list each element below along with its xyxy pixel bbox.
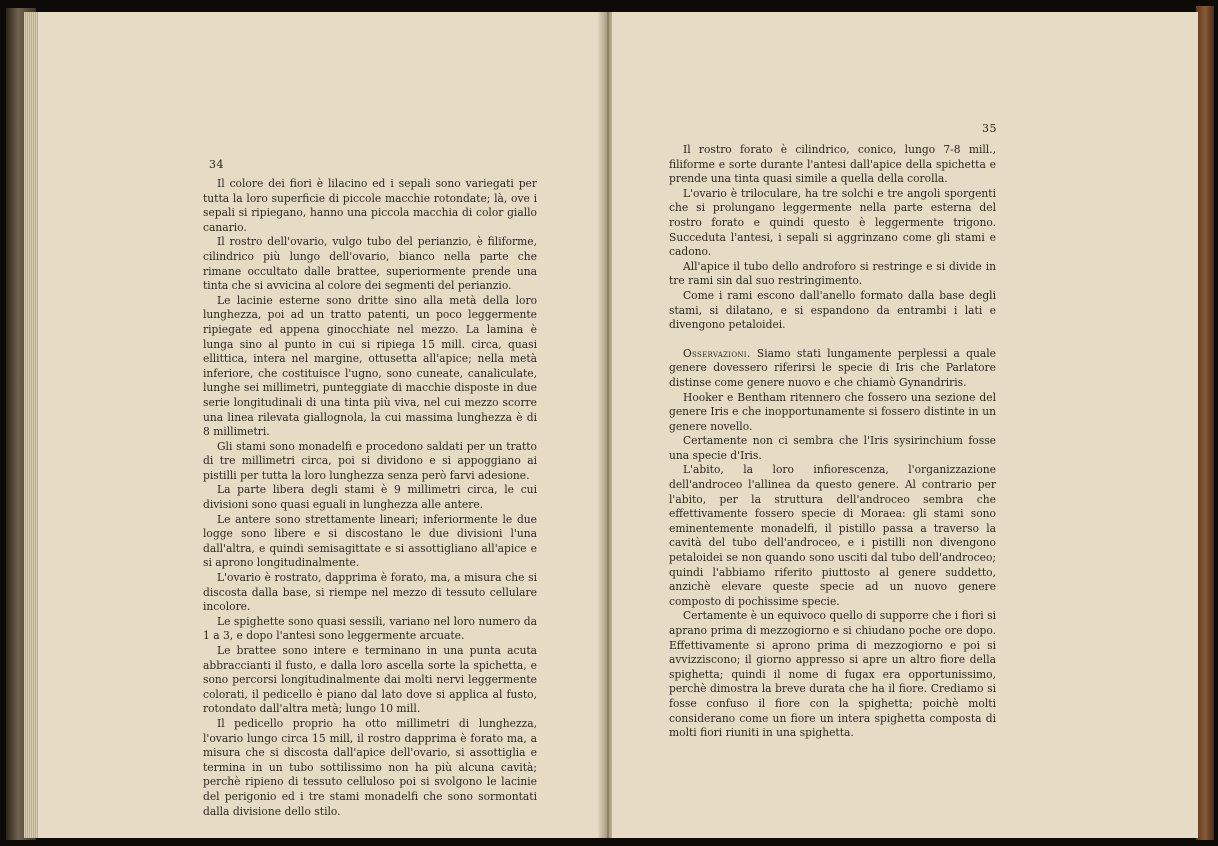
paragraph: Il pedicello proprio ha otto millimetri di lunghezza, l'ovario lungo circa 15 mill, il rostro dapprima è forato ma, a misura che si discosta dall'apice dell'ovario, si assottiglia e termina in un tubo sottilissimo non ha più alcuna cavità; perchè ripieno di tessuto celluloso poi si svolgono le lacinie del perigonio ed i tre stami monadelfi che sono sormontati dalla divisione dello stilo. (203, 716, 537, 818)
paragraph: La parte libera degli stami è 9 millimetri circa, le cui divisioni sono quasi eguali in lunghezza alle antere. (203, 483, 537, 512)
left-page (38, 12, 604, 838)
paragraph: Il rostro forato è cilindrico, conico, lungo 7-8 mill., filiforme e sorte durante l'antesi dall'apice della spichetta e prende una tinta quasi simile a quella della corolla. (669, 143, 996, 186)
paragraph: Le brattee sono intere e terminano in una punta acuta abbraccianti il fusto, e dalla loro ascella sorte la spichetta, e sono percorsi longitudinalmente dai molti nervi leggermente colorati, il pedicello è piano dal lato dove si applica al fusto, rotondato dall'altra metà; lungo 10 mill. (203, 644, 537, 716)
right-page-body (669, 143, 996, 741)
paragraph: Le spighette sono quasi sessili, variano nel loro numero da 1 a 3, e dopo l'antesi sono leggermente arcuate. (203, 614, 537, 643)
paragraph: L'abito, la loro infiorescenza, l'organizzazione dell'androceo l'allinea da questo genere. Al contrario per l'abito, per la struttura dell'androceo sembra che effettivamente fossero specie di Moraea: gli stami sono eminentemente monadelfi, il pistillo passa a traverso la cavità del tubo dell'androceo, e i pistilli non divengono petaloidei se non quando sono usciti dal tubo dell'androceo; quindi l'abbiamo riferito piuttosto al genere suddetto, anzichè elevare queste specie ad un nuovo genere composto di pochissime specie. (669, 463, 996, 608)
paragraph: Come i rami escono dall'anello formato dalla base degli stami, si dilatano, e si espandono da entrambi i lati e divengono petaloidei. (669, 288, 996, 332)
right-page (612, 12, 1198, 838)
paragraph: Le antere sono strettamente lineari; inferiormente le due logge sono libere e si discostano le due divisioni l'una dall'altra, e quindi semisagittate e si assottigliano all'apice e si aprono longitudinalmente. (203, 512, 537, 570)
left-page-body (203, 177, 537, 819)
paragraph: Gli stami sono monadelfi e procedono saldati per un tratto di tre millimetri circa, poi si dividono e si appoggiano ai pistilli per tutta la loro lunghezza senza però farvi adesione. (203, 439, 537, 482)
observations-paragraph (669, 347, 996, 391)
paragraph: All'apice il tubo dello androforo si restringe e si divide in tre rami sin dal suo restringimento. (669, 259, 996, 288)
observations-text: Siamo stati lungamente perplessi a quale genere dovessero riferirsi le specie di Iris che Parlatore distinse come genere nuovo e che chiamò Gynandriris. (669, 346, 996, 389)
paragraph: Il rostro dell'ovario, vulgo tubo del perianzio, è filiforme, cilindrico più lungo dell'ovario, bianco nella parte che rimane occultato dalle brattee, superiormente prende una tinta che si avvicina al colore dei segmenti del perianzio. (203, 235, 537, 293)
page-number: 35 (982, 122, 997, 135)
paragraph: Il colore dei fiori è lilacino ed i sepali sono variegati per tutta la loro superficie di piccole macchie rotondate; là, ove i sepali si ripiegano, hanno una piccola macchia di color giallo canario. (203, 177, 537, 234)
paragraph: Certamente è un equivoco quello di supporre che i fiori si aprano prima di mezzogiorno e si chiudano poche ore dopo. Effettivamente si aprono prima di mezzogiorno e poi si avvizziscono; il giorno appresso si apre un altro fiore della spighetta; quindi il nome di fugax era opportunissimo, perchè dimostra la breve durata che ha il fiore. Crediamo si fosse confuso il fiore con la spighetta; poichè molti considerano come un fiore un intera spighetta composta di molti fiori riuniti in una spighetta. (669, 609, 996, 740)
page-edges-left (24, 12, 38, 838)
paragraph: L'ovario è triloculare, ha tre solchi e tre angoli sporgenti che si prolungano leggermente nella parte esterna del rostro forato e quindi questo è leggermente trigono. Succeduta l'antesi, i sepali si aggrinzano come gli stami e cadono. (669, 186, 996, 259)
paragraph: Le lacinie esterne sono dritte sino alla metà della loro lunghezza, poi ad un tratto patenti, un poco leggermente ripiegate ed appena ginocchiate nel mezzo. La lamina è lunga sino al punto in cui si ripiega 15 mill. circa, quasi ellittica, intera nel margine, ottusetta all'apice; nella metà inferiore, che costituisce l'ugno, sono cuneate, canaliculate, lunghe sei millimetri, punteggiate di macchie disposte in due serie longitudinali di una tinta più viva, nel cui mezzo scorre una linea rilevata giallognola, la cui massima lunghezza è di 8 millimetri. (203, 293, 537, 439)
paragraph: Hooker e Bentham ritennero che fossero una sezione del genere Iris e che inopportunamente si fossero distinte in un genere novello. (669, 390, 996, 433)
paragraph: L'ovario è rostrato, dapprima è forato, ma, a misura che si discosta dalla base, si riempe nel mezzo di tessuto cellulare incolore. (203, 571, 537, 614)
paragraph: Certamente non ci sembra che l'Iris sysirinchium fosse una specie d'Iris. (669, 434, 996, 462)
observations-label: Osservazioni. (683, 346, 751, 360)
page-number: 34 (209, 158, 224, 171)
book-cover-right (1196, 6, 1214, 840)
